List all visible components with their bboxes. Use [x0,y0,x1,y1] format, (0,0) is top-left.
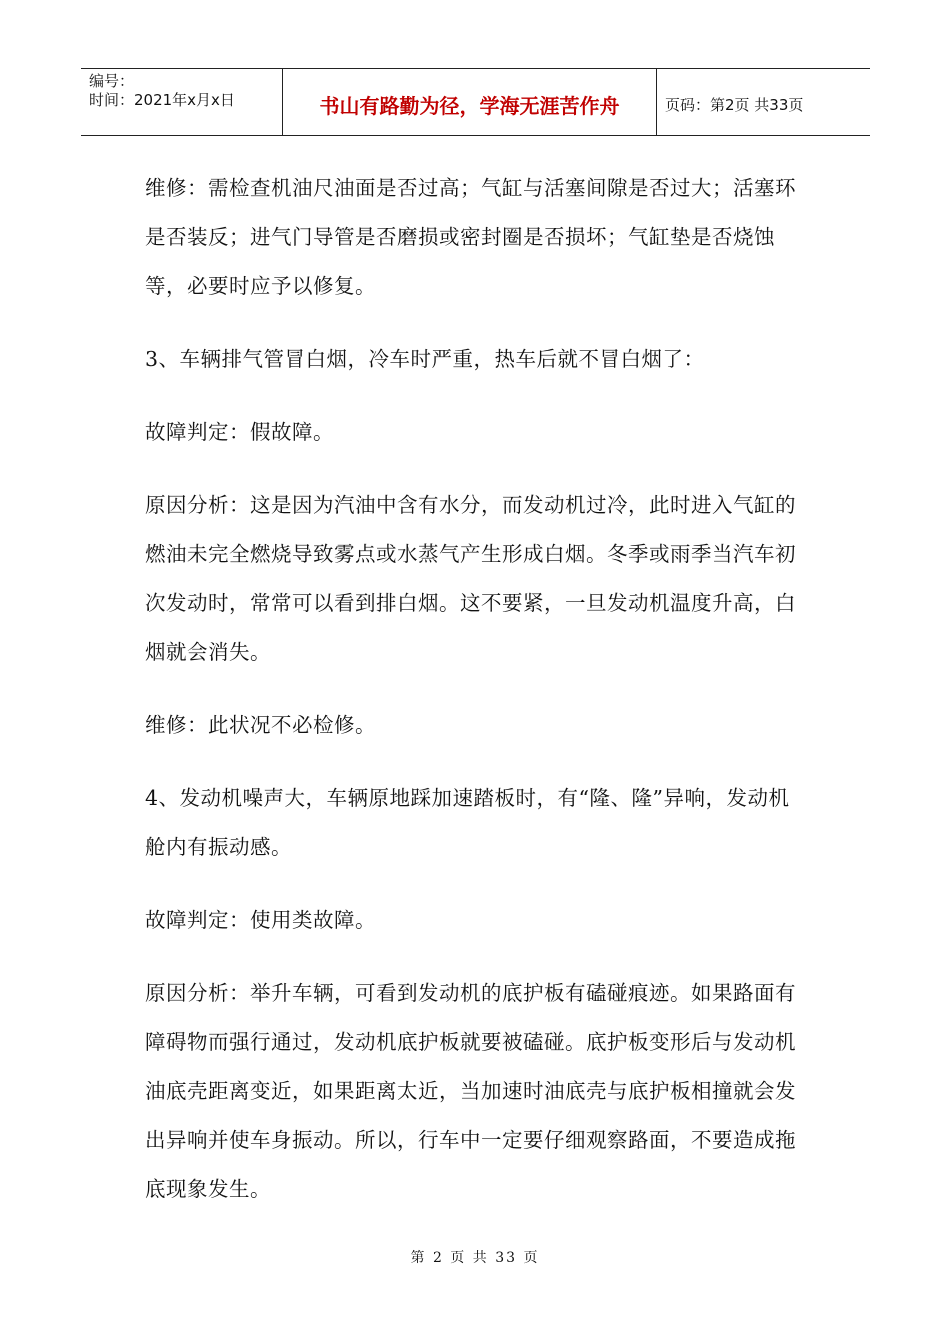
page-footer: 第 2 页 共 33 页 [410,1250,540,1266]
paragraph-issue-3: 3、车辆排气管冒白烟，冷车时严重，热车后就不冒白烟了： [145,347,705,371]
document-body [145,164,810,1214]
document-header [81,68,870,136]
paragraph-issue-4: 4、发动机噪声大，车辆原地踩加速踏板时，有“隆、隆”异响，发动机舱内有振动感。 [145,786,790,859]
paragraph-cause-4: 原因分析：举升车辆，可看到发动机的底护板有磕碰痕迹。如果路面有障碍物而强行通过，发动机底护板就要被磕碰。底护板变形后与发动机油底壳距离变近，如果距离太近，当加速时油底壳与底护板相撞就会发出异响并使车身振动。所以，行车中一定要仔细观察路面，不要造成拖底现象发生。 [145,981,796,1201]
number-label: 编号： [89,72,135,90]
header-motto: 书山有路勤为径，学海无涯苦作舟 [283,69,657,135]
time-label: 时间：2021年x月x日 [89,91,235,109]
header-meta [81,69,283,135]
paragraph-diagnosis-3: 故障判定：假故障。 [145,420,334,444]
paragraph-repair-3: 维修：此状况不必检修。 [145,713,376,737]
header-page-info: 页码：第2页 共33页 [665,95,804,114]
paragraph-diagnosis-4: 故障判定：使用类故障。 [145,908,376,932]
paragraph-cause-3: 原因分析：这是因为汽油中含有水分，而发动机过冷，此时进入气缸的燃油未完全燃烧导致雾点或水蒸气产生形成白烟。冬季或雨季当汽车初次发动时，常常可以看到排白烟。这不要紧，一旦发动机温度升高，白烟就会消失。 [145,493,796,664]
paragraph-repair-1: 维修：需检查机油尺油面是否过高；气缸与活塞间隙是否过大；活塞环是否装反；进气门导管是否磨损或密封圈是否损坏；气缸垫是否烧蚀等，必要时应予以修复。 [145,176,796,298]
